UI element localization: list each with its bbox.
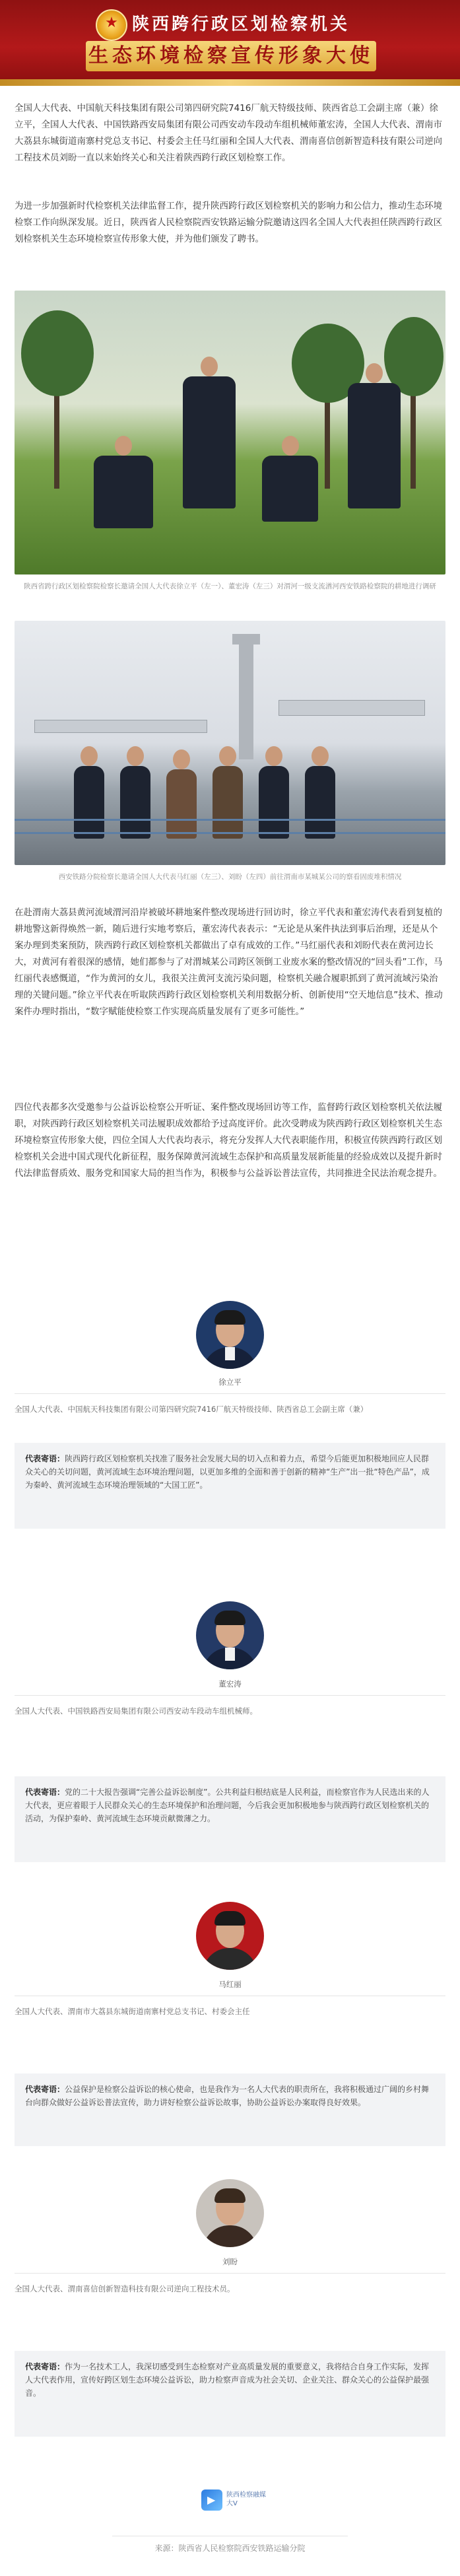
photo-site-visit [15, 621, 445, 865]
quote-text: 作为一名技术工人，我深切感受到生态检察对产业高质量发展的重要意义，我将结合自身工作实际，发挥人大代表作用，宣传好跨区划生态环境公益诉讼，助力检察声音成为社会关切、企业关注、群众关心的公益保护最强音。 [25, 2362, 430, 2398]
avatar [196, 2179, 264, 2247]
quote-label: 代表寄语： [25, 1788, 65, 1797]
banner-gold-strip [0, 79, 460, 86]
pipe [34, 720, 207, 733]
profile-bio: 全国人大代表、中国航天科技集团有限公司第四研究院7416厂航天特级技师、陕西省总工会副主席（兼） [15, 1405, 368, 1414]
profile-quote [15, 1776, 445, 1862]
photo2-caption: 西安铁路分院检察长邀请全国人大代表马红丽（左三）、刘盼（左四）前往渭南市某城某公司的察看固废堆积情况 [58, 873, 402, 881]
profile-bio: 全国人大代表、中国铁路西安局集团有限公司西安动车段动车组机械师。 [15, 1706, 257, 1716]
railing [15, 819, 445, 821]
profile-name: 马红丽 [218, 1980, 242, 1989]
railing [15, 832, 445, 834]
banner-title-line2: 生态环境检察宣传形象大使 [86, 41, 376, 71]
logo-text: 陕西检察融媒大V [226, 2491, 266, 2507]
person-figure [166, 769, 197, 839]
quote-text: 陕西跨行政区划检察机关找准了服务社会发展大局的切入点和着力点，希望今后能更加积极地回应人民群众关心的关切问题，黄河流域生态环境治理问题，以更加多维的全面和善于创新的精神“生产”出一批“特色产品”，成为秦岭、黄河流域生态环境治理领域的“大国工匠”。 [25, 1454, 430, 1490]
play-logo-icon [201, 2489, 222, 2511]
avatar [196, 1902, 264, 1970]
procuratorate-emblem-icon [96, 9, 127, 41]
person-figure [348, 383, 401, 508]
person-figure [262, 456, 318, 522]
photo-field-inspection [15, 291, 445, 574]
industrial-tower [239, 641, 253, 759]
intro-paragraph-1: 全国人大代表、中国航天科技集团有限公司第四研究院7416厂航天特级技师、陕西省总工会副主席（兼）徐立平，全国人大代表、中国铁路西安局集团有限公司西安动车段动车组机械师董宏涛，全国人大代表、渭南市大荔县东城街道南寨村党总支书记、村委会主任马红丽和全国人大代表、渭南喜信创新智造科技有限公司逆向工程技术员刘盼一直以来始终关心和关注着陕西跨行政区划检察工作。 [15, 103, 442, 163]
quote-label: 代表寄语： [25, 2362, 65, 2371]
pipe [279, 700, 425, 716]
profile-quote [15, 2351, 445, 2437]
avatar [196, 1601, 264, 1669]
avatar [196, 1301, 264, 1369]
profile-bio: 全国人大代表、渭南喜信创新智造科技有限公司逆向工程技术员。 [15, 2284, 235, 2293]
tower-top [232, 634, 260, 644]
person-figure [183, 376, 236, 508]
profile-name: 董宏涛 [218, 1679, 242, 1688]
divider [15, 1695, 445, 1696]
header-banner [0, 0, 460, 86]
person-figure [259, 766, 289, 839]
divider [15, 2273, 445, 2274]
quote-label: 代表寄语： [25, 1454, 65, 1463]
person-figure [94, 456, 153, 528]
banner-title-line1: 陕西跨行政区划检察机关 [132, 15, 350, 34]
person-figure [74, 766, 104, 839]
quote-text: 党的二十大报告强调“完善公益诉讼制度”。公共利益归根结底是人民利益，而检察官作为人民选出来的人大代表，更应着眼于人民群众关心的生态环境保护和治理问题，今后我会更加积极地参与陕西跨行政区划检察机关的活动，为保护秦岭、黄河流域生态环境贡献微薄之力。 [25, 1788, 430, 1823]
quote-text: 公益保护是检察公益诉讼的核心使命，也是我作为一名人大代表的职责所在，我将积极通过广阔的乡村舞台向群众做好公益诉讼普法宣传，助力讲好检察公益诉讼故事，协助公益诉讼办案取得良好效果。 [25, 2085, 430, 2107]
person-figure [120, 766, 150, 839]
profile-quote [15, 2073, 445, 2146]
profile-name: 徐立平 [218, 1377, 242, 1387]
person-figure [305, 766, 335, 839]
person-figure [213, 766, 243, 839]
intro-paragraph-2: 为进一步加强新时代检察机关法律监督工作，提升陕西跨行政区划检察机关的影响力和公信力，推动生态环境检察工作向纵深发展。近日，陕西省人民检察院西安铁路运输分院邀请这四名全国人大代表担任陕西跨行政区划检察机关生态环境检察宣传形象大使，并为他们颁发了聘书。 [15, 201, 442, 244]
profile-name: 刘盼 [222, 2257, 238, 2266]
tree-crown [21, 310, 94, 396]
quote-label: 代表寄语： [25, 2085, 65, 2094]
divider [15, 1393, 445, 1394]
profile-quote [15, 1443, 445, 1529]
body-paragraph-3: 在赴渭南大荔县黄河流域渭河沿岸被破坏耕地案件整改现场进行回访时，徐立平代表和董宏涛代表看到复植的耕地警这新得焕然一新，随后进行实地考察后，董宏涛代表表示：“无论是从案件执法到事后治理，还是从个案办理到类案预防，陕西跨行政区划检察机关都做出了卓有成效的工作。”马红丽代表和刘盼代表在黄河边长大，对黄河有着很深的感情，她们都参与了对渭城某公司跨区领倒工业废水案的整改情况的“回头看”工作，马红丽代表感慨道，“作为黄河的女儿，我很关注黄河支流污染问题，检察机关融合履职抓到了黄河流域污染治理的关键问题。”徐立平代表在听取陕西跨行政区划检察机关利用数据分析、创新使用“空天地信息”技术、推动案件办理时指出，“数字赋能使检察工作实现高质量发展有了更多可能性。” [15, 907, 443, 1017]
body-paragraph-4: 四位代表都多次受邀参与公益诉讼检察公开听证、案件整改现场回访等工作，监督跨行政区划检察机关依法履职，对陕西跨行政区划检察机关司法履职成效都给予过高度评价。此次受聘成为陕西跨行政区划检察机关生态环境检察宣传形象大使，四位全国人大代表均表示，将充分发挥人大代表职能作用，积极宣传陕西跨行政区划检察机关会进中国式现代化新征程，服务保障黄河流域生态保护和高质量发展新能量的经验成效以及提升新时代法律监督质效、服务党和国家大局的担当作为，积极参与公益诉讼普法宣传，共同推进全民法治观念提升。 [15, 1102, 442, 1179]
article-source: 来源：陕西省人民检察院西安铁路运输分院 [154, 2544, 306, 2553]
photo1-caption: 陕西省跨行政区划检察院检察长邀请全国人大代表徐立平（左一）、董宏涛（左三）对渭河一级支流湭河西安铁路检察院的耕地进行调研 [24, 582, 436, 590]
media-logo [201, 2487, 266, 2513]
profile-bio: 全国人大代表、渭南市大荔县东城街道南寨村党总支书记、村委会主任 [15, 2007, 250, 2016]
